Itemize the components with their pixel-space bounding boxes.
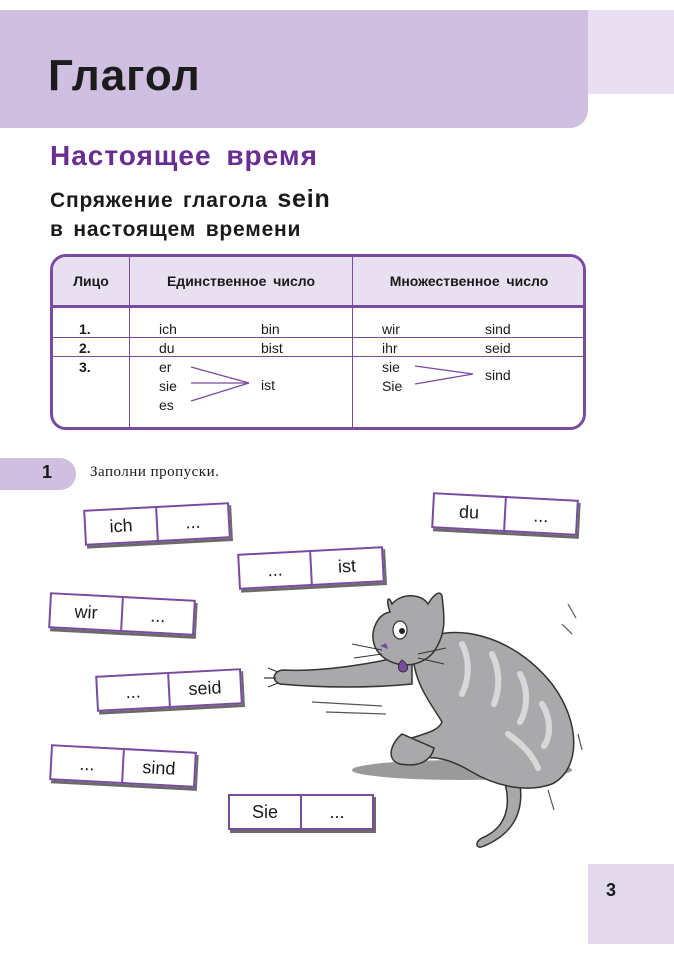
card-blank[interactable]: ... xyxy=(155,504,229,540)
row1-person: 1. xyxy=(79,321,91,337)
fill-card[interactable] xyxy=(95,668,243,712)
arrow-lines-icon xyxy=(189,361,253,405)
row2-sg-pronoun: du xyxy=(159,340,175,356)
cat-tail xyxy=(477,780,521,847)
row3-sg-verb: ist xyxy=(261,377,275,393)
card-verb: ist xyxy=(309,548,383,584)
row1-sg-pronoun: ich xyxy=(159,321,177,337)
card-blank[interactable]: ... xyxy=(503,498,577,534)
exercise-number: 1 xyxy=(42,462,53,482)
arrow-lines-icon xyxy=(413,362,477,388)
conjugation-table xyxy=(50,254,586,430)
section-subtitle: Настоящее время xyxy=(50,140,318,171)
header-person: Лицо xyxy=(73,273,109,289)
row2-sg-verb: bist xyxy=(261,340,283,356)
exercise-instruction: Заполни пропуски. xyxy=(90,464,220,480)
page-corner xyxy=(588,864,674,944)
row3-pl-pronoun: Sie xyxy=(382,378,403,394)
header-singular: Единственное число xyxy=(166,273,316,289)
card-pronoun: ich xyxy=(108,514,134,536)
card-blank[interactable]: ... xyxy=(120,598,194,634)
page-number: 3 xyxy=(606,880,617,900)
row3-sg-pronoun: er xyxy=(159,359,172,375)
card-blank[interactable]: ... xyxy=(124,681,142,702)
row1-pl-pronoun: wir xyxy=(382,321,400,337)
row3-sg-pronoun: es xyxy=(159,397,174,413)
fill-card[interactable] xyxy=(48,592,196,636)
fill-card[interactable] xyxy=(49,744,197,788)
row3-pl-pronoun: sie xyxy=(382,359,400,375)
card-blank[interactable]: ... xyxy=(300,796,372,828)
card-pronoun: du xyxy=(458,501,480,523)
row2-pl-verb: seid xyxy=(485,340,511,356)
exercise-badge xyxy=(0,458,76,490)
page-title: Глагол xyxy=(48,51,201,100)
cat-illustration xyxy=(262,584,592,860)
row2-person: 2. xyxy=(79,340,91,356)
heading-line1: Спряжение глагола xyxy=(50,189,268,212)
card-verb: sind xyxy=(121,750,195,786)
card-pronoun: Sie xyxy=(251,801,278,822)
column-divider xyxy=(129,257,130,427)
card-pronoun: wir xyxy=(74,601,99,623)
cat-pupil xyxy=(399,628,405,634)
card-blank[interactable]: ... xyxy=(266,559,284,580)
row3-person: 3. xyxy=(79,359,91,375)
heading-verb: sein xyxy=(277,185,331,213)
table-header-row xyxy=(53,257,583,308)
row1-pl-verb: sind xyxy=(485,321,511,337)
table-heading xyxy=(50,183,331,243)
row3-pl-verb: sind xyxy=(485,367,511,383)
row3-sg-pronoun: sie xyxy=(159,378,177,394)
row2-pl-pronoun: ihr xyxy=(382,340,398,356)
card-verb: seid xyxy=(167,670,241,706)
heading-line2: в настоящем времени xyxy=(50,217,302,241)
cat-claws xyxy=(264,668,278,687)
header-plural: Множественное число xyxy=(389,273,549,289)
fill-card[interactable] xyxy=(431,492,579,536)
row1-sg-verb: bin xyxy=(261,321,280,337)
card-blank[interactable]: ... xyxy=(79,753,96,774)
column-divider xyxy=(352,257,353,427)
header-corner-band xyxy=(588,10,674,94)
fill-card[interactable] xyxy=(83,502,231,546)
